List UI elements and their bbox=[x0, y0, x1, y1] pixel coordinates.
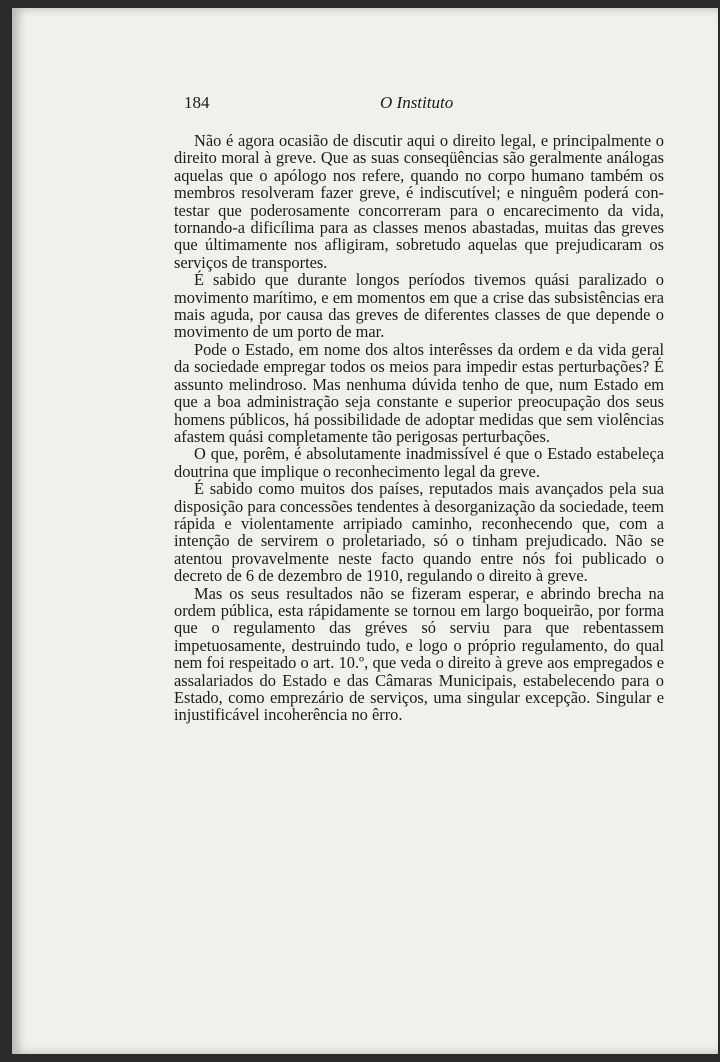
paragraph: Não é agora ocasião de discutir aqui o direito legal, e principalmente o direito moral à greve. Que as suas conseqüências são geralmente análogas aquelas que o apólogo nos refere, quando no corpo humano também os membros resolveram fazer greve, é indiscutível; e ninguêm poderá contestar que poderosamente concorreram para o encarecimento da vida, tornando-a dificílima para as classes menos abastadas, muitas das greves que últimamente nos afligiram, sobretudo aquelas que prejudicaram os serviços de transportes. bbox=[174, 131, 664, 272]
page-header bbox=[172, 93, 672, 117]
body-text bbox=[174, 132, 664, 724]
paragraph: O que, porêm, é absolutamente inadmissível é que o Estado estabeleça doutrina que implique o reconhecimento legal da greve. bbox=[174, 444, 664, 481]
paragraph: É sabido que durante longos períodos tivemos quási paralizado o movimento marítimo, e em momentos em que a crise das subsistências era mais aguda, por causa das greves de diferentes classes de que depende o movimento de um porto de mar. bbox=[174, 270, 664, 342]
running-title: O Instituto bbox=[380, 93, 454, 112]
paragraph: É sabido como muitos dos países, reputados mais avançados pela sua disposição para concessões tendentes à desorganização da sociedade, teem rápida e violentamente arripiado caminho, reconhecendo que, com a intenção de servirem o proletariado, só o tinham prejudicado. Não se atentou provavelmente neste facto quando entre nós foi publicado o decreto de 6 de dezembro de 1910, regulando o direito à greve. bbox=[174, 479, 664, 586]
paragraph: Pode o Estado, em nome dos altos interêsses da ordem e da vida geral da sociedade empregar todos os meios para impedir estas perturbações? É assunto melindroso. Mas nenhuma dúvida tenho de que, num Estado em que a boa administração seja constante e superior preocupação dos seus homens públicos, há possibilidade de adoptar medidas que sem violências afastem quási completamente tão perigosas perturbações. bbox=[174, 339, 664, 446]
book-page bbox=[12, 8, 718, 1054]
paragraph: Mas os seus resultados não se fizeram esperar, e abrindo brecha na ordem pública, esta rápidamente se tornou em largo boqueirão, por forma que o regulamento das gréves só serviu para que rebentassem impetuosamente, destruindo tudo, e logo o próprio regulamento, do qual nem foi respeitado o art. 10.º, que veda o direito à greve aos empregados e assalariados do Estado e das Câmaras Municipais, estabelecendo para o Estado, como emprezário de serviços, uma singular excepção. Singular e injustificável incoherência no êrro. bbox=[174, 583, 664, 725]
page-number: 184 bbox=[184, 93, 210, 112]
